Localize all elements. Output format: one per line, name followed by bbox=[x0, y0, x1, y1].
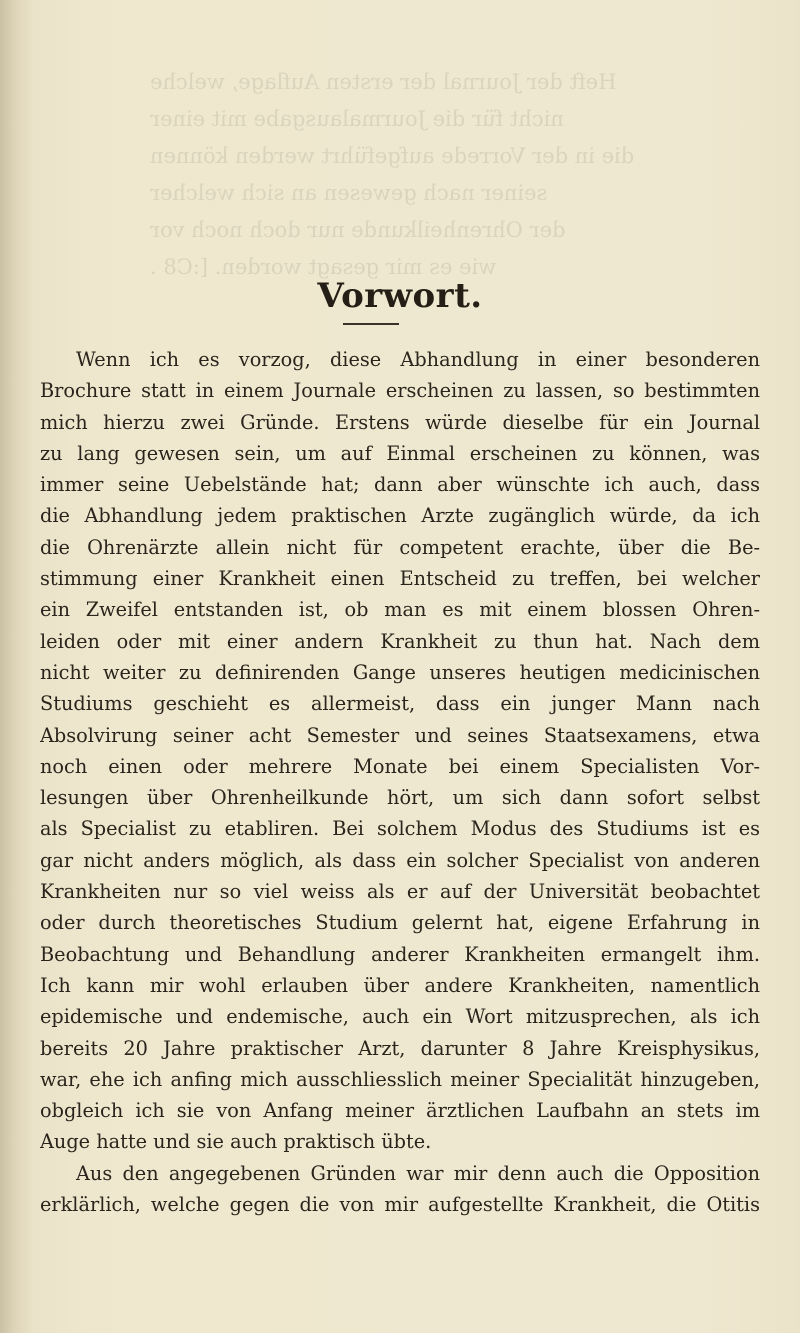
text-line: bereits 20 Jahre praktischer Arzt, darunter 8 Jahre Kreisphysikus, bbox=[40, 1036, 760, 1060]
text-line: Beobachtung und Behandlung anderer Krankheiten ermangelt ihm. bbox=[40, 942, 760, 966]
page-title: Vorwort. bbox=[317, 276, 483, 316]
text-line: die Ohrenärzte allein nicht für competent erachte, über die Be- bbox=[40, 535, 760, 559]
text-line: nicht weiter zu definirenden Gange unseres heutigen medicinischen bbox=[40, 660, 760, 684]
text-line: noch einen oder mehrere Monate bei einem Specialisten Vor- bbox=[40, 754, 760, 778]
text-line: Krankheiten nur so viel weiss als er auf der Universität beobachtet bbox=[40, 880, 760, 904]
text-line: die Abhandlung jedem praktischen Arzte zugänglich würde, da ich bbox=[40, 504, 760, 528]
text-line: leiden oder mit einer andern Krankheit zu thun hat. Nach dem bbox=[40, 629, 760, 653]
bleed-through-line: seiner nach gewesen an sich welcher bbox=[150, 181, 548, 205]
text-line: Ich kann mir wohl erlauben über andere Krankheiten, namentlich bbox=[40, 973, 760, 997]
bleed-through-line: wie es mir gesagt worden. [:C8 . bbox=[150, 255, 497, 279]
text-line: Brochure statt in einem Journale erscheinen zu lassen, so bestimmten bbox=[40, 379, 760, 403]
text-line: gar nicht anders möglich, als dass ein solcher Specialist von anderen bbox=[40, 848, 760, 872]
text-line: mich hierzu zwei Gründe. Erstens würde dieselbe für ein Journal bbox=[40, 410, 760, 434]
text-line: erklärlich, welche gegen die von mir aufgestellte Krankheit, die Otitis bbox=[40, 1193, 760, 1217]
title-rule bbox=[343, 323, 399, 325]
text-line: zu lang gewesen sein, um auf Einmal erscheinen zu können, was bbox=[40, 441, 760, 465]
text-line: epidemische und endemische, auch ein Wort mitzusprechen, als ich bbox=[40, 1005, 760, 1029]
text-line: als Specialist zu etabliren. Bei solchem Modus des Studiums ist es bbox=[40, 817, 760, 841]
bleed-through-line: der Ohrenheilkunde nur doch noch vor bbox=[150, 218, 566, 242]
text-line: obgleich ich sie von Anfang meiner ärztlichen Laufbahn an stets im bbox=[40, 1099, 760, 1123]
text-line: Wenn ich es vorzog, diese Abhandlung in einer besonderen bbox=[76, 348, 760, 371]
text-line: Studiums geschieht es allermeist, dass ein junger Mann nach bbox=[40, 692, 760, 716]
text-line: war, ehe ich anfing mich ausschliesslich meiner Specialität hinzugeben, bbox=[40, 1067, 760, 1091]
bleed-through-line: nicht für die Jourmalausgabe mit einer bbox=[150, 107, 564, 131]
text-line: lesungen über Ohrenheilkunde hört, um sich dann sofort selbst bbox=[40, 786, 760, 810]
text-line: stimmung einer Krankheit einen Entscheid zu treffen, bei welcher bbox=[40, 567, 760, 591]
text-line: immer seine Uebelstände hat; dann aber wünschte ich auch, dass bbox=[40, 473, 760, 497]
text-line: Absolvirung seiner acht Semester und seines Staatsexamens, etwa bbox=[40, 723, 760, 747]
body-text bbox=[40, 344, 760, 1220]
text-line: ein Zweifel entstanden ist, ob man es mit einem blossen Ohren- bbox=[40, 598, 760, 622]
text-line: Auge hatte und sie auch praktisch übte. bbox=[40, 1130, 432, 1154]
text-line: oder durch theoretisches Studium gelernt hat, eigene Erfahrung in bbox=[40, 911, 760, 935]
bleed-through-text bbox=[150, 70, 710, 310]
bleed-through-line: die in der Vorrede aufgeführt werden können bbox=[150, 144, 635, 168]
text-line: Aus den angegebenen Gründen war mir denn auch die Opposition bbox=[76, 1161, 760, 1185]
bleed-through-line: Heft der Journal der ersten Auflage, welche bbox=[150, 70, 617, 94]
